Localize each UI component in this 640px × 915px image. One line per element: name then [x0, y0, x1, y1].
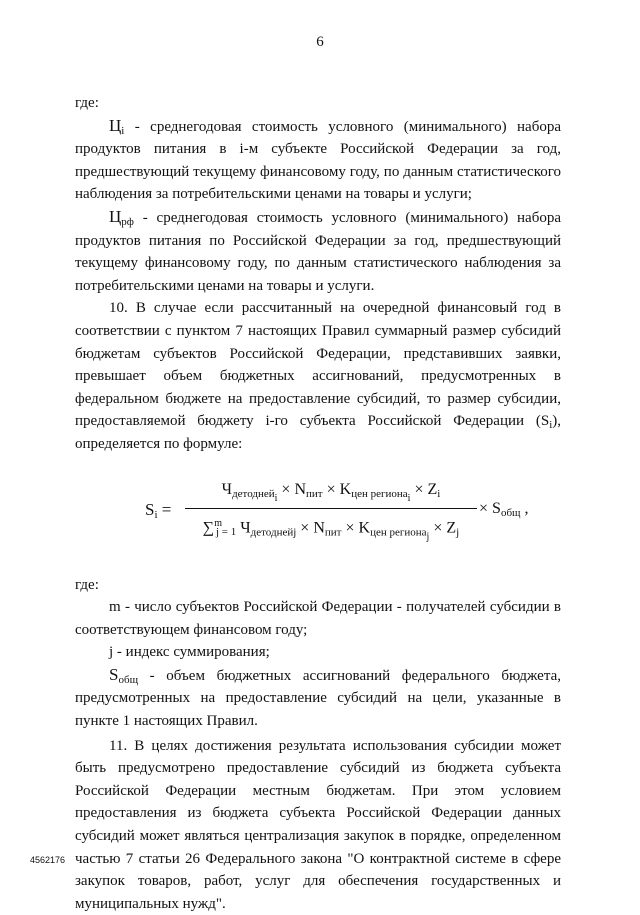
num-z-sub: i — [437, 487, 441, 500]
formula-lhs-symbol: S — [145, 499, 155, 519]
den-n: N — [313, 518, 325, 536]
footer-code: 4562176 — [30, 855, 66, 865]
rhs-comma: , — [520, 499, 529, 517]
paragraph-10 — [75, 297, 561, 455]
definition-ci — [75, 115, 561, 206]
num-n: N — [294, 480, 307, 498]
den-k: K — [358, 518, 371, 536]
den-n-sub: пит — [324, 525, 342, 538]
rhs-s-sub: общ — [500, 506, 521, 519]
formula-numerator — [185, 476, 477, 504]
page-number: 6 — [316, 34, 324, 50]
ci-text: - среднегодовая стоимость условного (минимального) набора продуктов питания в i-м субъекте Российской Федерации за год, предшествующий текущему финансовому году, по данным статистического наблюдения за потребительскими ценами на товары и услуги; — [75, 118, 561, 203]
num-n-sub: пит — [306, 487, 323, 500]
den-ch-sub: детоднейj — [250, 525, 297, 538]
ci-subscript: i — [121, 124, 125, 137]
den-k-sub: цен региона — [370, 525, 427, 538]
formula-lhs — [145, 500, 171, 520]
num-z: Z — [427, 480, 438, 498]
formula-fraction — [185, 476, 477, 542]
num-k: K — [339, 480, 352, 498]
document-body — [75, 92, 561, 915]
formula-equals: = — [157, 499, 172, 519]
definition-m: m - число субъектов Российской Федерации - получателей субсидии в соответствующем финансовом году; — [75, 599, 561, 638]
where-label-1: где: — [75, 95, 99, 111]
ci-symbol: Ц — [109, 115, 122, 135]
formula-lhs-subscript: i — [154, 508, 158, 521]
num-times-3: × — [414, 480, 424, 498]
definition-s-total — [75, 664, 561, 733]
p10-text-b: ), определяется по формуле: — [75, 413, 561, 452]
den-z: Z — [446, 518, 457, 536]
crf-symbol: Ц — [109, 206, 122, 226]
formula-denominator — [185, 509, 477, 542]
den-sum-sub: j = 1 — [215, 525, 237, 538]
definition-j: j - индекс суммирования; — [109, 644, 270, 661]
s-text: - объем бюджетных ассигнований федерального бюджета, предусмотренных на предоставление субсидий на цели, указанные в пункте 1 настоящих Правил. — [75, 667, 561, 730]
den-times-3: × — [433, 518, 443, 536]
rhs-times: × — [479, 499, 489, 517]
definition-crf — [75, 206, 561, 297]
rhs-s: S — [492, 499, 501, 517]
subsidy-formula — [75, 470, 561, 564]
den-z-sub: j — [456, 525, 460, 538]
p10-text-a: 10. В случае если рассчитанный на очередной финансовый год в соответствии с пунктом 7 настоящих Правил суммарный размер субсидий бюджетам субъектов Российской Федерации, представивших заявки, превышает объем бюджетных ассигнований, предусмотренных в федеральном бюджете на предоставление субсидий, то размер субсидии, предоставляемой бюджету i-го субъекта Российской Федерации (S — [75, 300, 561, 430]
num-k-sub2: i — [407, 492, 411, 504]
num-ch-sub2: i — [274, 492, 278, 504]
num-ch: Ч — [221, 480, 233, 498]
crf-subscript: рф — [121, 215, 134, 228]
p10-subscript: i — [549, 419, 553, 432]
den-times-1: × — [300, 518, 310, 536]
den-sum: ∑ — [202, 518, 215, 536]
paragraph-11: 11. В целях достижения результата использования субсидии может быть предусмотрено предоставление субсидий из бюджета субъекта Российской Федерации местным бюджетам. При этом условием предоставления из бюджета субъекта Российской Федерации данных субсидий может являться централизация закупок в порядке, определенном частью 7 статьи 26 Федерального закона "О контрактной системе в сфере закупок товаров, работ, услуг для обеспечения государственных и муниципальных нужд". — [75, 737, 561, 912]
den-k-sub2: j — [426, 530, 430, 542]
den-sum-sup: m — [214, 517, 222, 529]
crf-text: - среднегодовая стоимость условного (минимального) набора продуктов питания по Российской Федерации за год, предшествующий текущему финансовому году, по данным статистического наблюдения за потребительскими ценами на товары и услуги. — [75, 209, 561, 294]
den-times-2: × — [345, 518, 355, 536]
den-ch: Ч — [240, 518, 251, 536]
s-subscript: общ — [118, 673, 139, 686]
num-times-1: × — [281, 480, 291, 498]
num-ch-sub: детодней — [232, 487, 275, 500]
num-k-sub: цен региона — [351, 487, 408, 500]
num-times-2: × — [326, 480, 336, 498]
s-symbol: S — [109, 664, 119, 684]
where-label-2: где: — [75, 576, 99, 593]
formula-rhs — [479, 500, 529, 518]
